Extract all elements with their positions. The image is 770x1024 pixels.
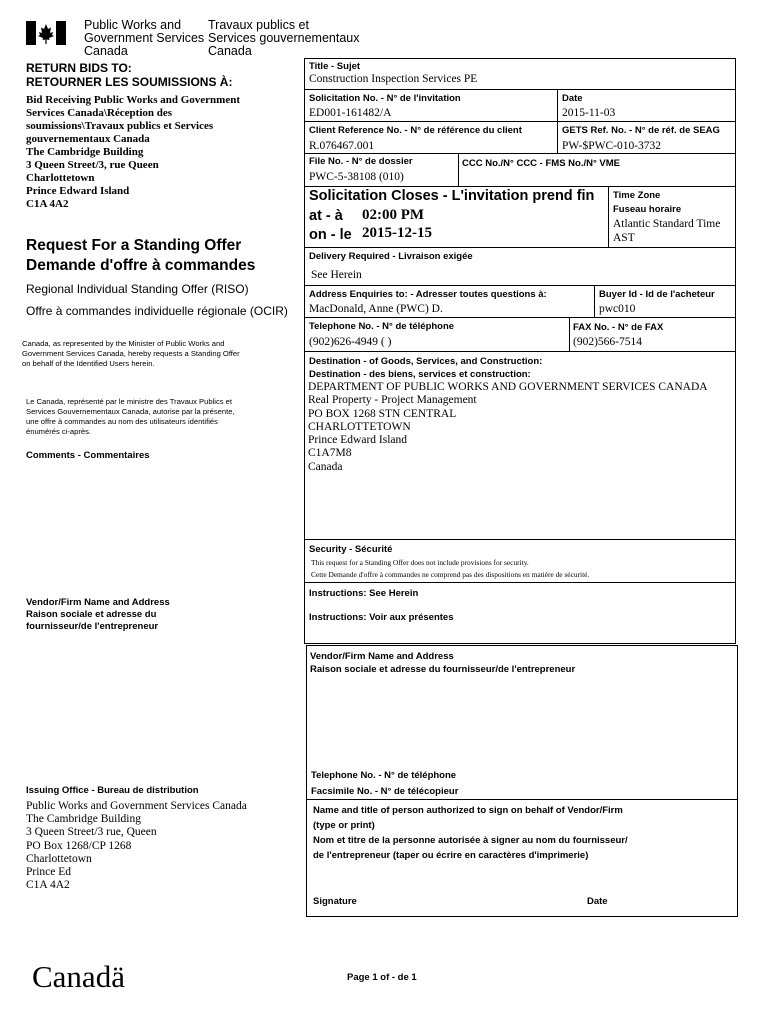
authorized-label-line: Name and title of person authorized to sign on behalf of Vendor/Firm — [313, 805, 623, 816]
instructions-en: Instructions: See Herein — [309, 588, 419, 599]
divider — [458, 153, 459, 186]
time-zone-label: Time Zone — [613, 190, 661, 201]
issuing-office-label: Issuing Office - Bureau de distribution — [26, 785, 199, 796]
delivery-label: Delivery Required - Livraison exigée — [309, 251, 473, 262]
vendor-telephone-label: Telephone No. - N° de téléphone — [311, 770, 457, 781]
vendor-label-line: Raison sociale et adresse du — [26, 609, 157, 620]
destination-line: CHARLOTTETOWN — [308, 420, 411, 433]
request-text-line: une offre à commandes au nom des utilisateurs identifiés — [26, 417, 218, 426]
address-line: C1A 4A2 — [26, 198, 69, 210]
destination-line: Prince Edward Island — [308, 434, 407, 447]
closing-title: Solicitation Closes - L'invitation prend fin — [309, 188, 595, 204]
file-number-label: File No. - N° de dossier — [309, 156, 413, 167]
divider — [594, 285, 595, 317]
divider — [304, 582, 736, 583]
page-number: Page 1 of - de 1 — [347, 972, 417, 983]
request-title — [26, 236, 255, 276]
instructions-fr: Instructions: Voir aux présentes — [309, 612, 454, 623]
address-line: 3 Queen Street/3, rue Queen — [26, 159, 159, 171]
solicitation-label: Solicitation No. - N° de l'invitation — [309, 93, 461, 104]
closing-date-label: on - le — [309, 227, 352, 243]
vendor-label-line: Raison sociale et adresse du fournisseur/de l'entrepreneur — [310, 664, 576, 675]
issuing-address-line: The Cambridge Building — [26, 813, 141, 826]
closing-time-label: at - à — [309, 208, 343, 224]
divider — [304, 153, 736, 154]
dept-en-line: Public Works and — [84, 18, 182, 32]
address-line: gouvernementaux Canada — [26, 133, 150, 145]
file-number-value: PWC-5-38108 (010) — [309, 171, 404, 183]
enquiries-contact: MacDonald, Anne (PWC) D. — [309, 303, 443, 315]
security-text-fr: Cette Demande d'offre à commandes ne comprend pas des dispositions en matière de sécurité. — [311, 570, 590, 579]
divider — [304, 121, 736, 122]
divider — [304, 247, 736, 248]
solicitation-number: ED001-161482/A — [309, 107, 392, 119]
issuing-office-address — [26, 800, 247, 892]
divider — [608, 186, 609, 247]
standing-offer-type-en: Regional Individual Standing Offer (RISO) — [26, 282, 249, 296]
request-text-line: on behalf of the Identified Users herein. — [22, 359, 155, 368]
request-text-fr — [26, 397, 235, 437]
destination-address — [308, 381, 708, 474]
signature-date-label: Date — [587, 896, 608, 907]
request-text-line: Services Gouvernementaux Canada, autorise par la présente, — [26, 407, 235, 416]
destination-line: Canada — [308, 460, 343, 473]
vendor-address-label — [26, 597, 170, 633]
enquiries-label: Address Enquiries to: - Adresser toutes questions à: — [309, 289, 547, 300]
title-value: Construction Inspection Services PE — [309, 73, 478, 85]
dept-en-line: Government Services — [84, 31, 205, 45]
authorized-label-line: Nom et titre de la personne autorisée à signer au nom du fournisseur/ — [313, 835, 628, 846]
vendor-label-line: Vendor/Firm Name and Address — [26, 597, 170, 608]
vendor-label-line: fournisseur/de l'entrepreneur — [26, 621, 159, 632]
buyer-id-label: Buyer Id - Id de l'acheteur — [599, 289, 715, 300]
vendor-name-address-label — [310, 650, 575, 676]
issuing-address-line: C1A 4A2 — [26, 879, 70, 892]
canada-flag-icon — [26, 21, 66, 45]
address-line: Prince Edward Island — [26, 185, 130, 197]
destination-line: C1A7M8 — [308, 447, 352, 460]
time-zone-abbrev: AST — [613, 232, 635, 244]
authorized-label-line: (type or print) — [313, 820, 375, 831]
gets-ref-value: PW-$PWC-010-3732 — [562, 140, 662, 152]
ccc-number-label: CCC No./N° CCC - FMS No./N° VME — [462, 158, 621, 169]
request-text-en — [22, 339, 240, 369]
issuing-address-line: Charlottetown — [26, 852, 92, 865]
return-bids-title — [26, 61, 232, 89]
fax-label: FAX No. - N° de FAX — [573, 322, 664, 333]
destination-line: DEPARTMENT OF PUBLIC WORKS AND GOVERNMENT SERVICES CANADA — [308, 381, 708, 393]
vendor-facsimile-label: Facsimile No. - N° de télécopieur — [311, 786, 459, 797]
destination-label — [309, 355, 542, 381]
security-text-en: This request for a Standing Offer does not include provisions for security. — [311, 558, 529, 567]
divider — [304, 285, 736, 286]
time-zone-value: Atlantic Standard Time — [613, 218, 721, 230]
date-label: Date — [562, 93, 583, 104]
authorized-person-label — [313, 803, 628, 863]
issuing-address-line: 3 Queen Street/3 rue, Queen — [26, 826, 157, 839]
issuing-address-line: PO Box 1268/CP 1268 — [26, 839, 132, 852]
address-line: The Cambridge Building — [26, 146, 144, 158]
dept-fr-line: Travaux publics et — [208, 18, 309, 32]
authorized-label-line: de l'entrepreneur (taper ou écrire en caractères d'imprimerie) — [313, 850, 589, 861]
divider — [306, 799, 738, 800]
return-bids-address — [26, 94, 240, 211]
security-label: Security - Sécurité — [309, 544, 393, 555]
divider — [557, 89, 558, 153]
time-zone-label-fr: Fuseau horaire — [613, 204, 682, 215]
telephone-value: (902)626-4949 ( ) — [309, 336, 392, 348]
divider — [304, 89, 736, 90]
comments-label: Comments - Commentaires — [26, 450, 150, 461]
divider — [569, 317, 570, 351]
vendor-signature-box — [306, 645, 738, 917]
divider — [304, 351, 736, 352]
issuing-address-line: Prince Ed — [26, 866, 72, 879]
closing-time: 02:00 PM — [362, 207, 425, 223]
closing-date: 2015-12-15 — [362, 225, 432, 241]
destination-line: PO BOX 1268 STN CENTRAL — [308, 407, 457, 420]
request-title-fr: Demande d'offre à commandes — [26, 257, 256, 274]
client-reference-label: Client Reference No. - N° de référence du client — [309, 125, 522, 136]
dept-fr-line: Services gouvernementaux — [208, 31, 360, 45]
issuing-address-line: Public Works and Government Services Canada — [26, 800, 247, 812]
canada-wordmark: Canadä — [32, 959, 125, 994]
divider — [304, 317, 736, 318]
request-text-line: énumérés ci-après. — [26, 427, 91, 436]
divider — [304, 539, 736, 540]
request-text-line: Government Services Canada, hereby requests a Standing Offer — [22, 349, 240, 358]
client-reference-value: R.076467.001 — [309, 140, 375, 152]
gets-ref-label: GETS Ref. No. - N° de réf. de SEAG — [562, 125, 720, 136]
destination-label-line: Destination - of Goods, Services, and Construction: — [309, 356, 543, 367]
address-line: Services Canada\Réception des — [26, 107, 173, 119]
signature-label: Signature — [313, 896, 357, 907]
return-bids-line: RETOURNER LES SOUMISSIONS À: — [26, 75, 233, 89]
department-name-en — [84, 19, 204, 58]
department-name-fr — [208, 19, 359, 58]
dept-fr-line: Canada — [208, 44, 252, 58]
destination-line: Real Property - Project Management — [308, 394, 477, 407]
request-title-en: Request For a Standing Offer — [26, 237, 242, 254]
request-text-line: Canada, as represented by the Minister of Public Works and — [22, 339, 225, 348]
request-text-line: Le Canada, représenté par le ministre des Travaux Publics et — [26, 397, 232, 406]
address-line: Bid Receiving Public Works and Government — [26, 94, 241, 106]
telephone-label: Telephone No. - N° de téléphone — [309, 321, 455, 332]
delivery-value: See Herein — [311, 269, 362, 281]
standing-offer-type-fr: Offre à commandes individuelle régionale (OCIR) — [26, 304, 288, 318]
address-line: soumissions\Travaux publics et Services — [26, 120, 214, 132]
return-bids-line: RETURN BIDS TO: — [26, 61, 132, 75]
date-value: 2015-11-03 — [562, 107, 616, 119]
title-label: Title - Sujet — [309, 61, 361, 72]
buyer-id-value: pwc010 — [599, 303, 636, 315]
destination-label-line: Destination - des biens, services et construction: — [309, 369, 531, 380]
fax-value: (902)566-7514 — [573, 336, 642, 348]
divider — [304, 186, 736, 187]
vendor-label-line: Vendor/Firm Name and Address — [310, 651, 454, 662]
address-line: Charlottetown — [26, 172, 95, 184]
dept-en-line: Canada — [84, 44, 128, 58]
